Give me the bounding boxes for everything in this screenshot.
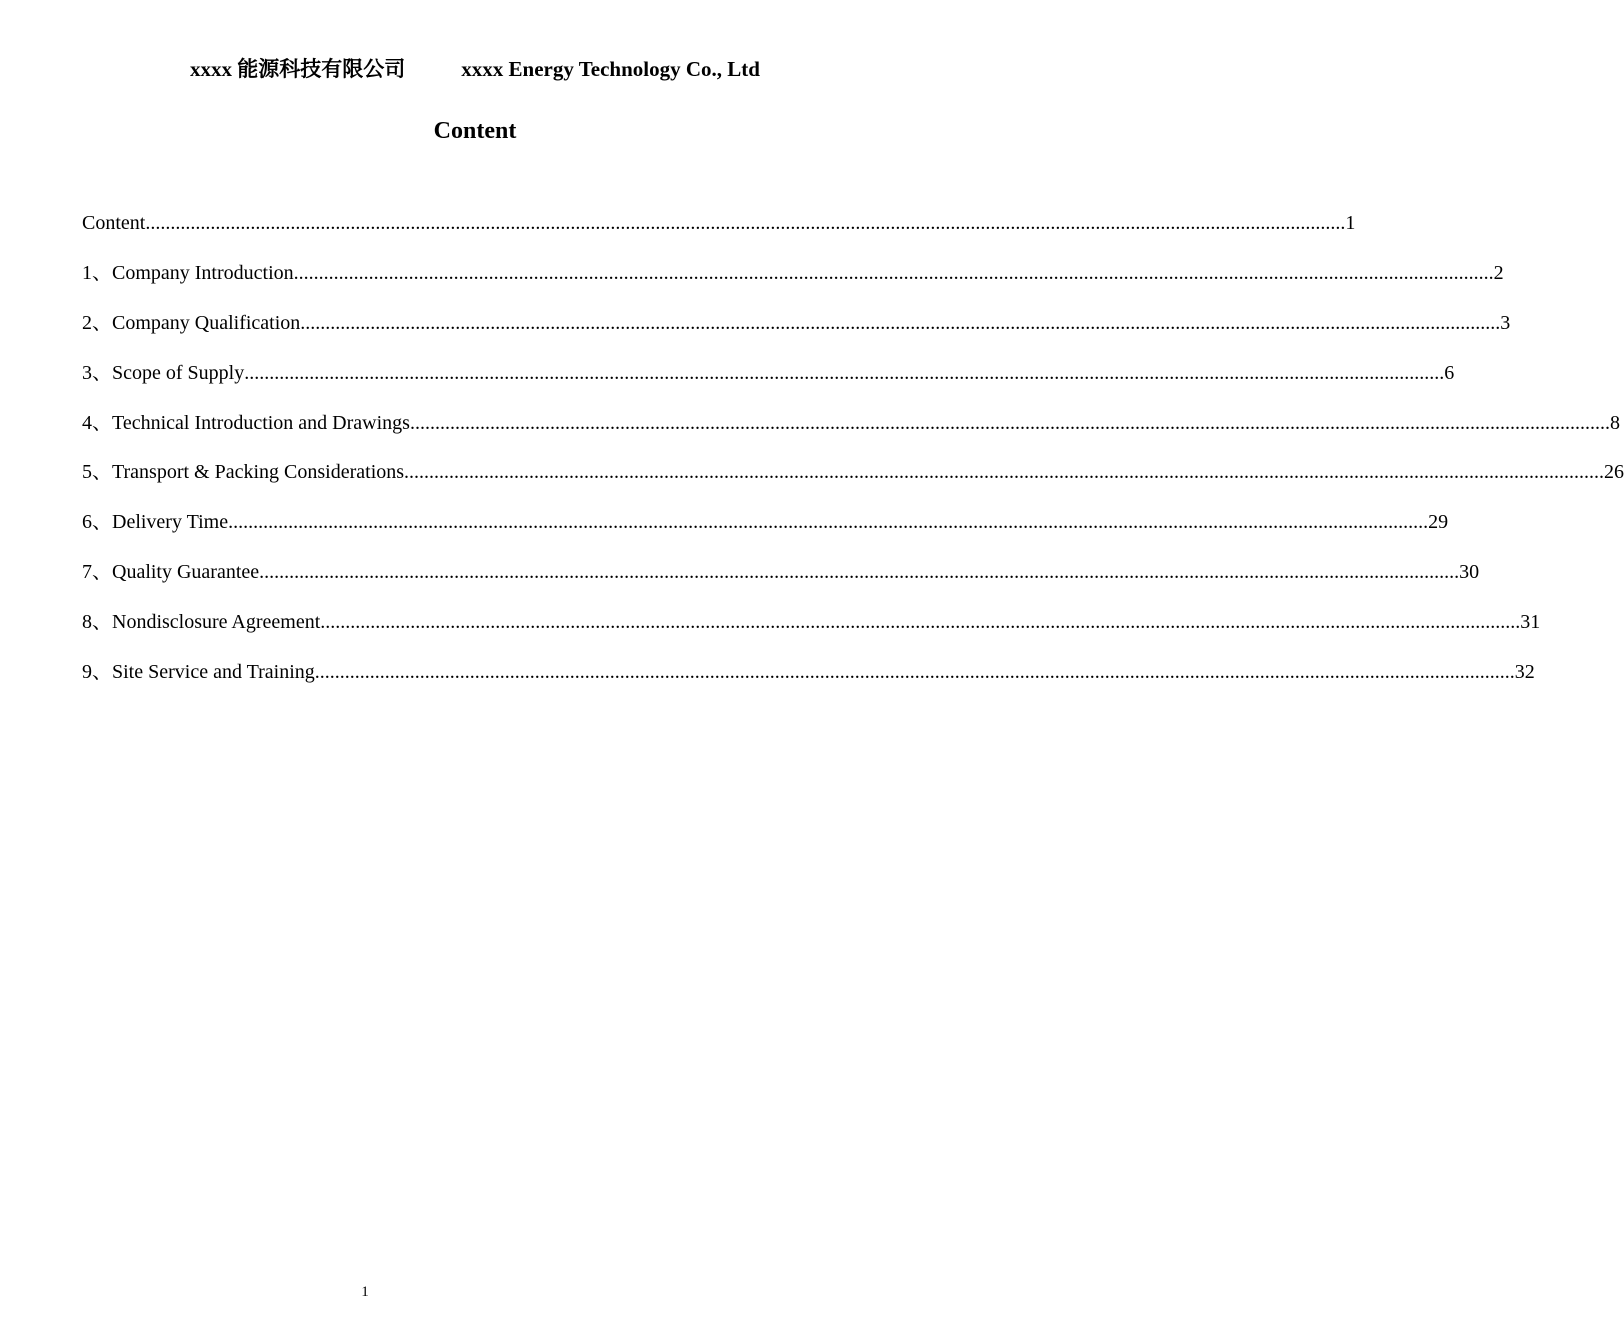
toc-entry-page: 6 <box>1444 361 1455 384</box>
toc-entry-label: 3、Scope of Supply <box>82 361 245 384</box>
company-name-chinese: xxxx 能源科技有限公司 <box>190 57 406 81</box>
toc-entry[interactable] <box>82 309 1511 359</box>
toc-entry-page: 3 <box>1500 311 1511 334</box>
toc-dot-leader: ................................................................................................................................................................................................................................................ <box>259 561 1460 584</box>
page-header <box>0 56 950 82</box>
toc-entry[interactable] <box>82 259 1504 309</box>
toc-dot-leader: ................................................................................................................................................................................................................................................ <box>293 261 1494 284</box>
toc-entry-page: 2 <box>1493 261 1504 284</box>
toc-dot-leader: ................................................................................................................................................................................................................................................ <box>300 311 1501 334</box>
toc-entry-label: 6、Delivery Time <box>82 511 229 534</box>
toc-dot-leader: ................................................................................................................................................................................................................................................ <box>320 611 1521 634</box>
toc-entry[interactable] <box>82 608 1541 658</box>
toc-entry-label: 5、Transport & Packing Considerations <box>82 461 405 484</box>
toc-entry-label: 9、Site Service and Training <box>82 661 315 684</box>
toc-entry-page: 1 <box>1345 212 1356 234</box>
toc-entry-page: 32 <box>1514 661 1535 684</box>
toc-entry[interactable] <box>82 409 1620 459</box>
toc-entry-label: Content <box>82 212 146 234</box>
company-name-english: xxxx Energy Technology Co., Ltd <box>461 57 760 81</box>
page-title: Content <box>433 118 517 144</box>
toc-dot-leader: ................................................................................................................................................................................................................................................ <box>145 212 1346 234</box>
toc-entry-page: 26 <box>1604 461 1624 484</box>
toc-entry[interactable] <box>82 359 1455 409</box>
toc-entry-label: 8、Nondisclosure Agreement <box>82 611 321 634</box>
toc-dot-leader: ................................................................................................................................................................................................................................................ <box>409 411 1610 434</box>
toc-entry-page: 29 <box>1428 511 1449 534</box>
toc-entry[interactable] <box>82 209 1356 259</box>
toc-entry-label: 1、Company Introduction <box>82 261 294 284</box>
page-number: 1 <box>361 1284 369 1300</box>
toc-dot-leader: ................................................................................................................................................................................................................................................ <box>404 461 1605 484</box>
toc-entry[interactable] <box>82 458 1624 508</box>
toc-entry[interactable] <box>82 558 1480 608</box>
toc-dot-leader: ................................................................................................................................................................................................................................................ <box>228 511 1429 534</box>
toc-entry-page: 30 <box>1459 561 1480 584</box>
toc-entry-label: 2、Company Qualification <box>82 311 301 334</box>
table-of-contents <box>82 209 1624 708</box>
toc-entry[interactable] <box>82 658 1535 708</box>
toc-entry-page: 31 <box>1520 611 1541 634</box>
toc-entry-label: 4、Technical Introduction and Drawings <box>82 411 410 434</box>
toc-dot-leader: ................................................................................................................................................................................................................................................ <box>244 361 1445 384</box>
toc-entry[interactable] <box>82 508 1449 558</box>
toc-entry-label: 7、Quality Guarantee <box>82 561 260 584</box>
toc-dot-leader: ................................................................................................................................................................................................................................................ <box>314 661 1515 684</box>
toc-entry-page: 8 <box>1609 411 1620 434</box>
